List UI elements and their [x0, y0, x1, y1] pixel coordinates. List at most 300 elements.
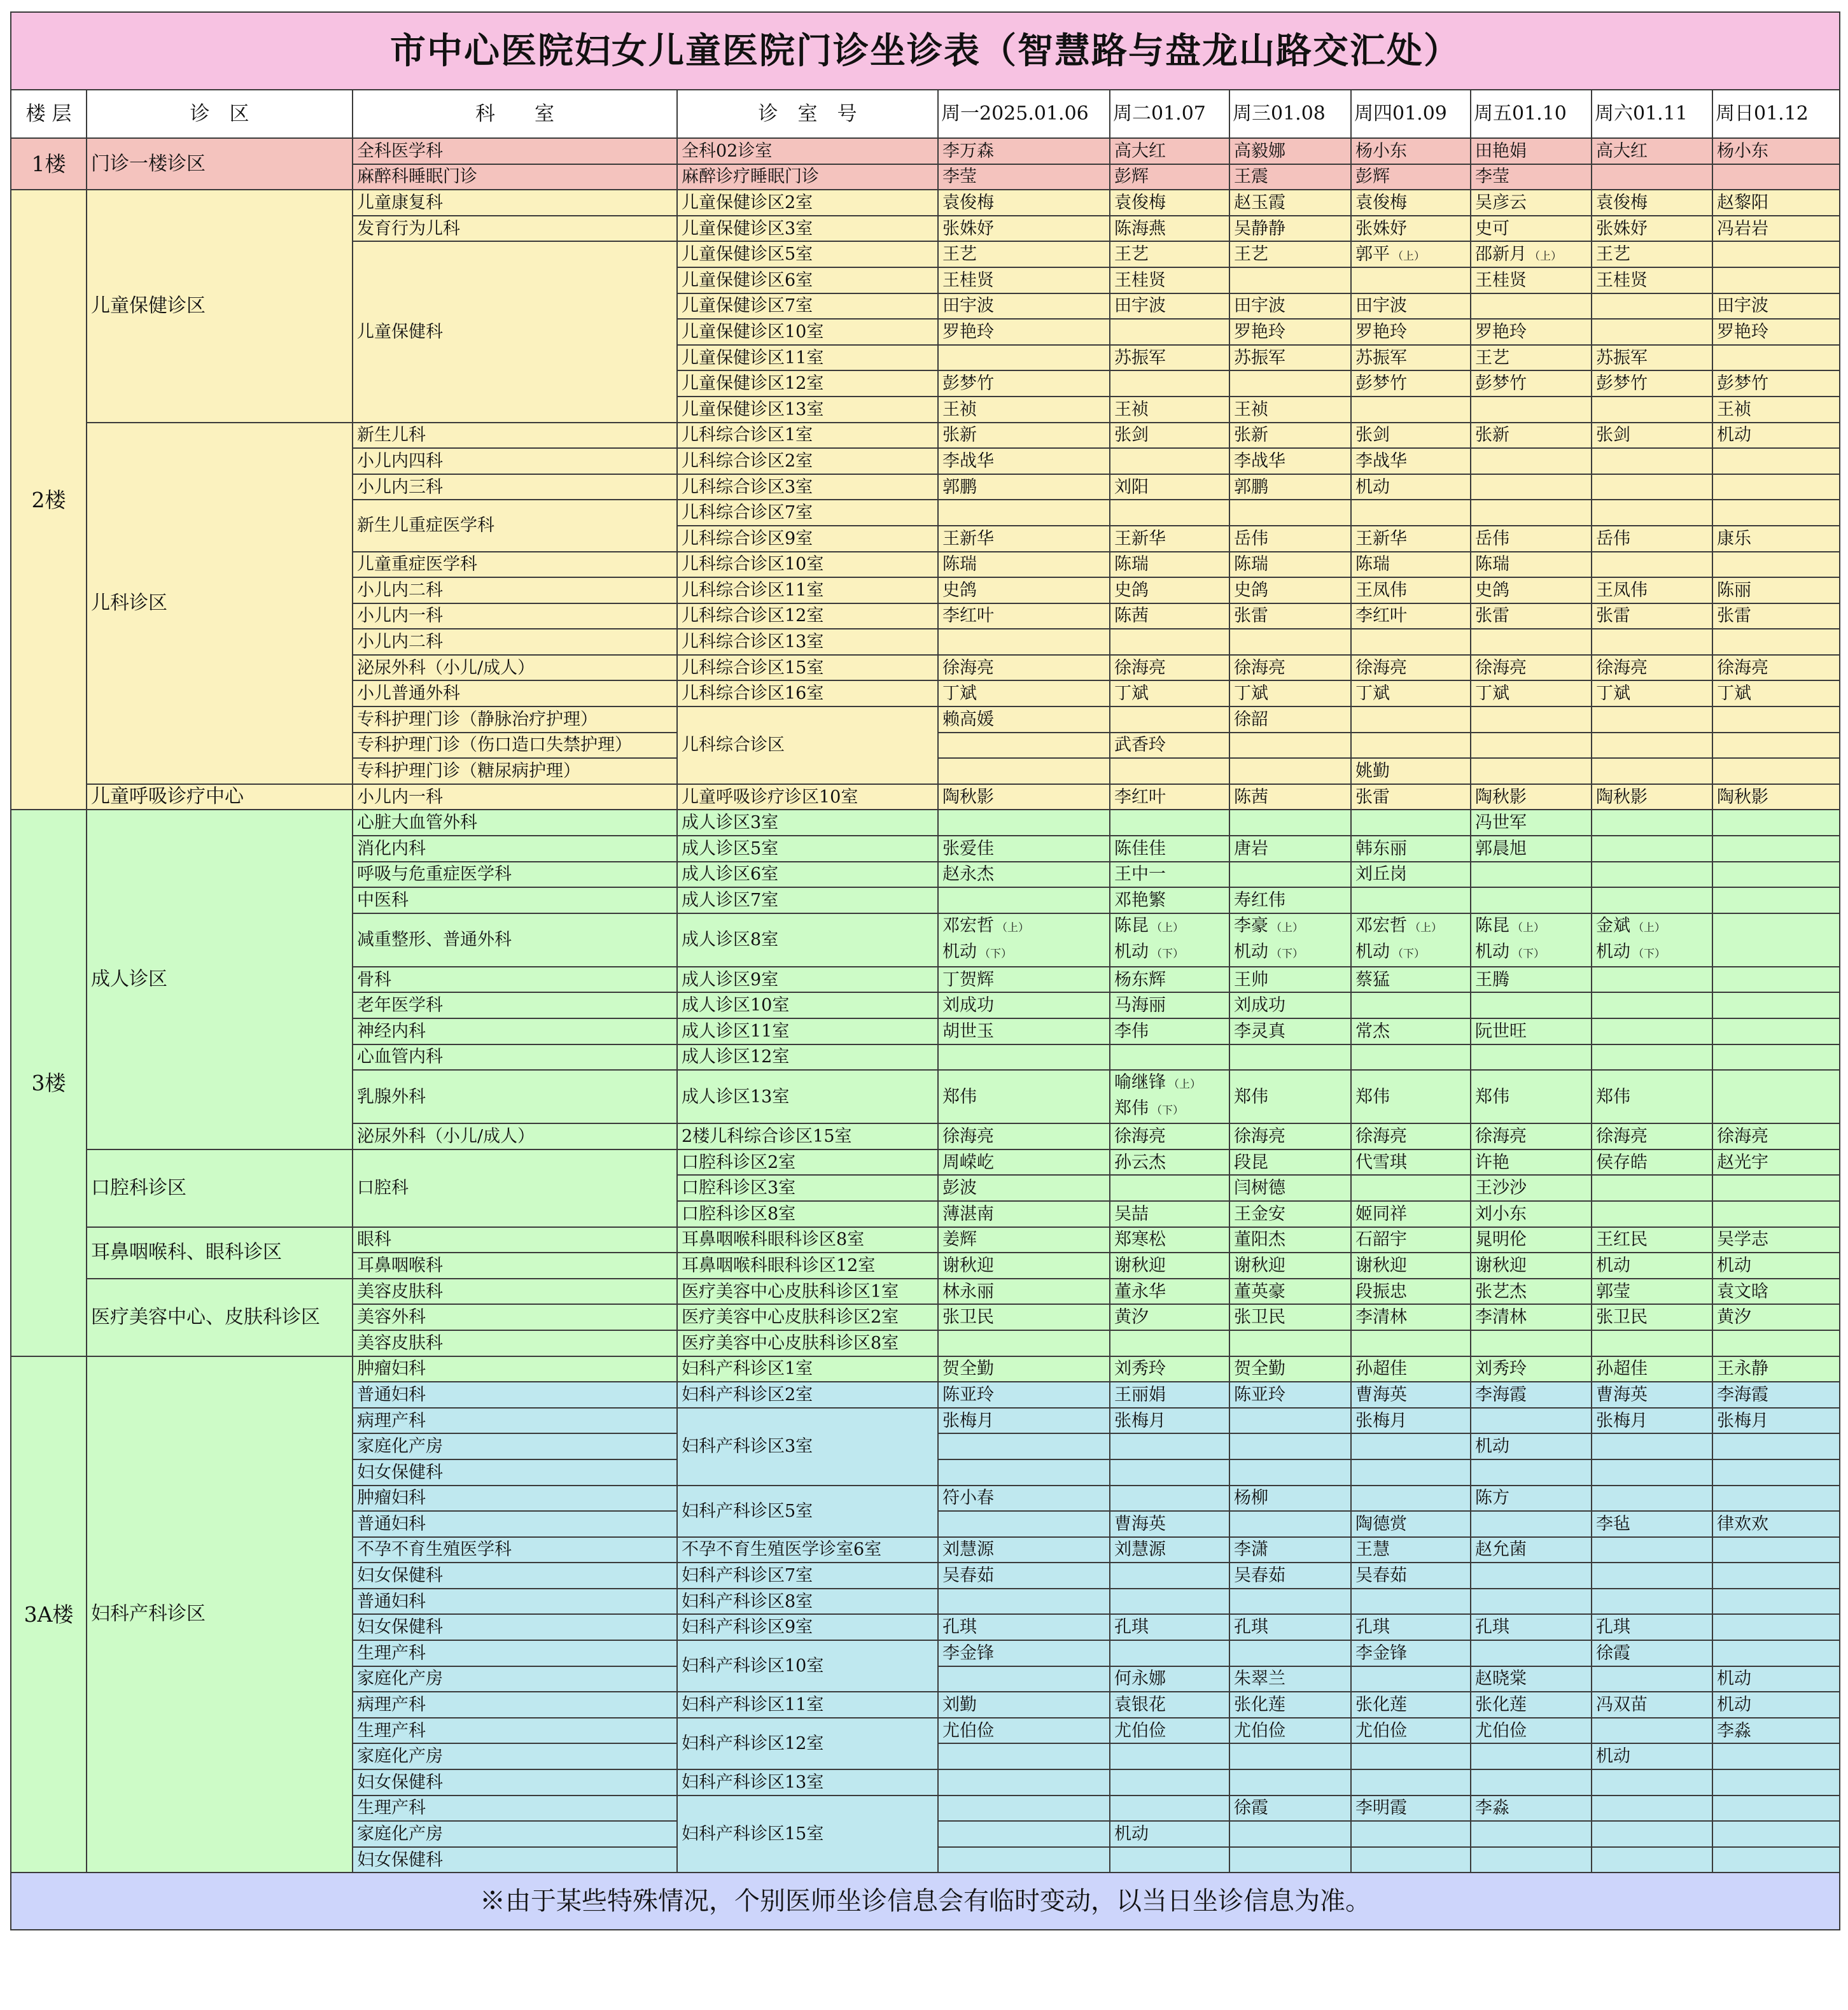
doctor-cell: 王艺	[1592, 241, 1712, 267]
room-name: 成人诊区8室	[677, 913, 938, 967]
doctor-cell: 薄湛南	[938, 1201, 1110, 1227]
schedule-row	[11, 784, 1840, 810]
doctor-cell	[1110, 1070, 1229, 1123]
doctor-cell: 张新	[938, 423, 1110, 449]
doctor-cell	[1471, 887, 1592, 913]
doctor-cell	[1592, 967, 1712, 993]
doctor-cell: 王中一	[1110, 862, 1229, 888]
doctor-cell	[1471, 733, 1592, 759]
morning-mark: （上）	[1512, 921, 1544, 934]
doctor-cell	[1712, 887, 1840, 913]
doctor-cell: 律欢欢	[1712, 1511, 1840, 1537]
doctor-cell	[938, 733, 1110, 759]
room-name: 儿科综合诊区1室	[677, 423, 938, 449]
afternoon-mark: （下）	[1512, 947, 1544, 960]
doctor-cell	[1351, 1589, 1471, 1615]
doctor-name: 陈昆 （上）	[1114, 915, 1184, 936]
doctor-cell	[1592, 1563, 1712, 1589]
doctor-cell	[1592, 448, 1712, 474]
doctor-cell: 杨小东	[1712, 138, 1840, 164]
doctor-cell	[1592, 1589, 1712, 1615]
doctor-cell: 孙云杰	[1110, 1149, 1229, 1176]
doctor-cell	[1712, 706, 1840, 733]
department-name: 小儿普通外科	[353, 680, 677, 706]
doctor-cell	[938, 1044, 1110, 1071]
room-name: 儿科综合诊区10室	[677, 552, 938, 578]
doctor-cell: 王丽娟	[1110, 1382, 1229, 1408]
doctor-cell: 孔琪	[938, 1614, 1110, 1640]
doctor-cell: 尤伯俭	[1229, 1718, 1351, 1744]
doctor-name: 机动 （下）	[1475, 941, 1544, 962]
doctor-cell: 徐海亮	[1110, 655, 1229, 681]
doctor-cell: 张梅月	[938, 1408, 1110, 1434]
doctor-cell	[1592, 1459, 1712, 1486]
doctor-cell: 吴春茹	[1229, 1563, 1351, 1589]
doctor-cell	[1110, 500, 1229, 526]
doctor-cell	[1592, 1486, 1712, 1512]
doctor-cell	[1229, 1433, 1351, 1459]
room-name: 儿童保健诊区6室	[677, 267, 938, 293]
doctor-cell	[1592, 1537, 1712, 1563]
doctor-cell	[1471, 1589, 1592, 1615]
doctor-cell	[1712, 448, 1840, 474]
doctor-cell: 王桂贤	[1592, 267, 1712, 293]
doctor-cell: 岳伟	[1592, 526, 1712, 552]
header-day-wed: 周三01.08	[1229, 90, 1351, 138]
doctor-cell	[1592, 733, 1712, 759]
doctor-cell	[938, 1847, 1110, 1873]
doctor-cell: 王艺	[1110, 241, 1229, 267]
doctor-cell	[1471, 1743, 1592, 1769]
afternoon-mark: （下）	[1151, 1104, 1184, 1118]
doctor-cell	[1592, 164, 1712, 190]
doctor-cell: 陶秋影	[1471, 784, 1592, 810]
doctor-cell: 刘阳	[1110, 474, 1229, 500]
header-floor: 楼 层	[11, 90, 87, 138]
header-day-fri: 周五01.10	[1471, 90, 1592, 138]
doctor-cell	[1712, 1589, 1840, 1615]
doctor-cell	[1712, 1769, 1840, 1796]
doctor-cell: 郭莹	[1592, 1279, 1712, 1305]
doctor-cell: 侯存皓	[1592, 1149, 1712, 1176]
doctor-cell: 赵黎阳	[1712, 190, 1840, 216]
doctor-cell: 赵光宇	[1712, 1149, 1840, 1176]
doctor-cell	[938, 1459, 1110, 1486]
doctor-cell	[1110, 1486, 1229, 1512]
doctor-cell: 陈茜	[1110, 603, 1229, 629]
doctor-cell	[1110, 1589, 1229, 1615]
doctor-cell: 罗艳玲	[1229, 319, 1351, 345]
doctor-cell: 李战华	[938, 448, 1110, 474]
doctor-cell	[1592, 992, 1712, 1018]
doctor-cell	[1110, 1743, 1229, 1769]
doctor-cell: 刘丘岗	[1351, 862, 1471, 888]
doctor-cell	[1471, 448, 1592, 474]
doctor-name: 机动 （下）	[1596, 941, 1665, 962]
doctor-cell	[1471, 1821, 1592, 1847]
doctor-cell: 张爱佳	[938, 836, 1110, 862]
doctor-cell: 张剑	[1592, 423, 1712, 449]
room-name: 耳鼻咽喉科眼科诊区12室	[677, 1253, 938, 1279]
doctor-cell	[1110, 1175, 1229, 1201]
doctor-cell: 刘成功	[1229, 992, 1351, 1018]
doctor-cell: 徐海亮	[1229, 1123, 1351, 1149]
doctor-cell: 李灵真	[1229, 1018, 1351, 1044]
doctor-cell: 吴春茹	[938, 1563, 1110, 1589]
doctor-cell: 张卫民	[1229, 1304, 1351, 1330]
doctor-cell	[1712, 1614, 1840, 1640]
floor-label: 3楼	[11, 810, 87, 1356]
doctor-cell	[1351, 1175, 1471, 1201]
room-name: 耳鼻咽喉科眼科诊区8室	[677, 1227, 938, 1253]
doctor-cell: 韩东丽	[1351, 836, 1471, 862]
zone-label: 儿童呼吸诊疗中心	[87, 784, 353, 810]
doctor-cell: 张雷	[1229, 603, 1351, 629]
doctor-cell: 吴学志	[1712, 1227, 1840, 1253]
doctor-cell: 唐岩	[1229, 836, 1351, 862]
doctor-cell: 许艳	[1471, 1149, 1592, 1176]
doctor-cell	[1351, 1330, 1471, 1356]
morning-mark: （上）	[1633, 921, 1665, 934]
doctor-cell: 赵永杰	[938, 862, 1110, 888]
department-name: 小儿内四科	[353, 448, 677, 474]
department-name: 口腔科	[353, 1149, 677, 1227]
doctor-cell: 陈亚玲	[938, 1382, 1110, 1408]
doctor-cell: 徐海亮	[1592, 655, 1712, 681]
doctor-cell: 孔琪	[1471, 1614, 1592, 1640]
department-name: 乳腺外科	[353, 1070, 677, 1123]
doctor-cell: 陈瑞	[1351, 552, 1471, 578]
doctor-name: 邓宏哲 （上）	[942, 915, 1029, 936]
doctor-cell: 王桂贤	[1110, 267, 1229, 293]
doctor-cell: 张剑	[1351, 423, 1471, 449]
doctor-cell	[1229, 1589, 1351, 1615]
zone-label: 妇科产科诊区	[87, 1356, 353, 1873]
header-row	[11, 90, 1840, 138]
doctor-cell: 张雷	[1471, 603, 1592, 629]
doctor-cell: 史鸽	[938, 577, 1110, 603]
doctor-cell: 李淼	[1471, 1796, 1592, 1822]
doctor-cell	[1712, 1821, 1840, 1847]
doctor-cell: 林永丽	[938, 1279, 1110, 1305]
room-name: 医疗美容中心皮肤科诊区8室	[677, 1330, 938, 1356]
doctor-cell: 陶秋影	[1712, 784, 1840, 810]
doctor-cell: 罗艳玲	[1351, 319, 1471, 345]
doctor-cell: 王腾	[1471, 967, 1592, 993]
doctor-cell	[1471, 500, 1592, 526]
doctor-cell: 孔琪	[1110, 1614, 1229, 1640]
doctor-cell	[1351, 629, 1471, 655]
doctor-cell	[1351, 1666, 1471, 1692]
doctor-cell: 徐海亮	[1110, 1123, 1229, 1149]
department-name: 妇女保健科	[353, 1563, 677, 1589]
doctor-cell: 袁俊梅	[1592, 190, 1712, 216]
zone-label: 儿科诊区	[87, 423, 353, 784]
doctor-cell	[1712, 1201, 1840, 1227]
morning-mark: （上）	[1271, 921, 1303, 934]
schedule-row	[11, 810, 1840, 836]
doctor-cell: 吴春茹	[1351, 1563, 1471, 1589]
doctor-cell	[1712, 967, 1840, 993]
department-name: 眼科	[353, 1227, 677, 1253]
room-name: 成人诊区11室	[677, 1018, 938, 1044]
doctor-cell: 张雷	[1592, 603, 1712, 629]
doctor-cell	[1471, 1330, 1592, 1356]
doctor-cell: 闫树德	[1229, 1175, 1351, 1201]
doctor-cell	[1351, 913, 1471, 967]
header-day-tue: 周二01.07	[1110, 90, 1229, 138]
doctor-cell: 机动	[1471, 1433, 1592, 1459]
department-name: 普通妇科	[353, 1589, 677, 1615]
doctor-cell: 郑伟	[1592, 1070, 1712, 1123]
department-name: 儿童保健科	[353, 241, 677, 422]
doctor-cell: 曹海英	[1592, 1382, 1712, 1408]
department-name: 肿瘤妇科	[353, 1486, 677, 1512]
doctor-cell	[1471, 1847, 1592, 1873]
doctor-cell: 孔琪	[1229, 1614, 1351, 1640]
doctor-cell: 寿红伟	[1229, 887, 1351, 913]
schedule-row	[11, 1356, 1840, 1382]
doctor-cell: 王新华	[1110, 526, 1229, 552]
department-name: 生理产科	[353, 1640, 677, 1666]
department-name: 泌尿外科（小儿/成人）	[353, 1123, 677, 1149]
doctor-cell	[938, 629, 1110, 655]
doctor-cell	[1110, 1796, 1229, 1822]
doctor-cell: 徐海亮	[938, 655, 1110, 681]
room-name: 妇科产科诊区2室	[677, 1382, 938, 1408]
doctor-cell: 杨小东	[1351, 138, 1471, 164]
doctor-cell: 孙超佳	[1351, 1356, 1471, 1382]
header-zone: 诊 区	[87, 90, 353, 138]
doctor-cell: 李毡	[1592, 1511, 1712, 1537]
department-name: 心血管内科	[353, 1044, 677, 1071]
doctor-cell: 王震	[1229, 164, 1351, 190]
doctor-cell: 李伟	[1110, 1018, 1229, 1044]
room-name: 口腔科诊区3室	[677, 1175, 938, 1201]
doctor-cell: 徐韶	[1229, 706, 1351, 733]
doctor-cell: 徐海亮	[1351, 655, 1471, 681]
department-name: 妇女保健科	[353, 1769, 677, 1796]
floor-label: 2楼	[11, 190, 87, 810]
doctor-cell	[1229, 370, 1351, 397]
floor-label: 1楼	[11, 138, 87, 190]
department-name: 美容皮肤科	[353, 1279, 677, 1305]
doctor-cell: 张新	[1229, 423, 1351, 449]
morning-mark: （上）	[1151, 921, 1184, 934]
department-name: 妇女保健科	[353, 1459, 677, 1486]
doctor-cell: 王艺	[1229, 241, 1351, 267]
doctor-cell	[1229, 1769, 1351, 1796]
room-name: 口腔科诊区8室	[677, 1201, 938, 1227]
doctor-cell: 张剑	[1110, 423, 1229, 449]
doctor-cell: 彭梦竹	[1712, 370, 1840, 397]
department-name: 全科医学科	[353, 138, 677, 164]
doctor-cell: 刘慧源	[1110, 1537, 1229, 1563]
doctor-cell: 李金锋	[1351, 1640, 1471, 1666]
doctor-cell: 周嵘屹	[938, 1149, 1110, 1176]
doctor-cell	[1712, 1563, 1840, 1589]
doctor-cell	[1712, 552, 1840, 578]
doctor-cell: 赵允菌	[1471, 1537, 1592, 1563]
room-name: 成人诊区3室	[677, 810, 938, 836]
doctor-cell	[1592, 552, 1712, 578]
doctor-cell: 郑寒松	[1110, 1227, 1229, 1253]
afternoon-mark: （下）	[1392, 947, 1425, 960]
doctor-cell	[1229, 1330, 1351, 1356]
doctor-cell: 王祯	[1712, 397, 1840, 423]
doctor-cell: 郭鹏	[1229, 474, 1351, 500]
doctor-cell: 彭梦竹	[1471, 370, 1592, 397]
room-name: 儿科综合诊区13室	[677, 629, 938, 655]
department-name: 小儿内一科	[353, 784, 677, 810]
doctor-cell: 史鸽	[1229, 577, 1351, 603]
doctor-cell: 冯岩岩	[1712, 216, 1840, 242]
doctor-cell	[1712, 810, 1840, 836]
doctor-name: 机动 （下）	[942, 941, 1012, 962]
department-name: 麻醉科睡眠门诊	[353, 164, 677, 190]
doctor-name: 机动 （下）	[1355, 941, 1425, 962]
doctor-cell	[1592, 1018, 1712, 1044]
department-name: 呼吸与危重症医学科	[353, 862, 677, 888]
doctor-cell	[1110, 319, 1229, 345]
department-name: 美容外科	[353, 1304, 677, 1330]
doctor-cell: 王艺	[938, 241, 1110, 267]
doctor-cell: 郭鹏	[938, 474, 1110, 500]
doctor-cell	[1712, 345, 1840, 371]
doctor-cell	[1712, 758, 1840, 784]
doctor-cell	[1592, 293, 1712, 320]
doctor-cell	[1712, 992, 1840, 1018]
doctor-cell	[1592, 1847, 1712, 1873]
room-name: 妇科产科诊区1室	[677, 1356, 938, 1382]
room-name: 妇科产科诊区5室	[677, 1486, 938, 1537]
doctor-cell: 马海丽	[1110, 992, 1229, 1018]
doctor-cell: 苏振军	[1110, 345, 1229, 371]
doctor-cell: 彭梦竹	[1351, 370, 1471, 397]
doctor-cell: 徐海亮	[1712, 655, 1840, 681]
department-name: 美容皮肤科	[353, 1330, 677, 1356]
doctor-cell: 徐霞	[1592, 1640, 1712, 1666]
department-name: 妇女保健科	[353, 1614, 677, 1640]
doctor-cell: 吴彦云	[1471, 190, 1592, 216]
doctor-cell: 陈丽	[1712, 577, 1840, 603]
doctor-cell	[1712, 500, 1840, 526]
doctor-cell	[938, 500, 1110, 526]
doctor-cell: 陶德赏	[1351, 1511, 1471, 1537]
doctor-cell: 郑伟	[1229, 1070, 1351, 1123]
morning-mark: （上）	[1410, 921, 1442, 934]
doctor-cell: 田宇波	[1229, 293, 1351, 320]
doctor-cell: 陈茜	[1229, 784, 1351, 810]
doctor-cell: 罗艳玲	[938, 319, 1110, 345]
doctor-cell	[1110, 1330, 1229, 1356]
doctor-cell: 谢秋迎	[938, 1253, 1110, 1279]
department-name: 耳鼻咽喉科	[353, 1253, 677, 1279]
doctor-cell: 刘秀玲	[1110, 1356, 1229, 1382]
doctor-cell: 石韶宇	[1351, 1227, 1471, 1253]
department-name: 心脏大血管外科	[353, 810, 677, 836]
doctor-cell: 刘小东	[1471, 1201, 1592, 1227]
department-name: 神经内科	[353, 1018, 677, 1044]
doctor-name: 郑伟 （下）	[1114, 1099, 1184, 1119]
doctor-cell: 徐海亮	[1712, 1123, 1840, 1149]
doctor-cell	[1351, 1486, 1471, 1512]
doctor-cell: 谢秋迎	[1229, 1253, 1351, 1279]
doctor-cell	[1712, 1018, 1840, 1044]
doctor-cell	[1110, 448, 1229, 474]
header-day-mon: 周一2025.01.06	[938, 90, 1110, 138]
doctor-cell	[1712, 1175, 1840, 1201]
schedule-sheet	[10, 11, 1839, 1930]
doctor-cell	[1110, 629, 1229, 655]
doctor-cell	[1229, 758, 1351, 784]
doctor-cell: 董永华	[1110, 1279, 1229, 1305]
doctor-cell: 郑伟	[1351, 1070, 1471, 1123]
department-name: 新生儿科	[353, 423, 677, 449]
doctor-cell	[938, 1433, 1110, 1459]
doctor-cell: 徐海亮	[938, 1123, 1110, 1149]
doctor-cell	[1229, 1511, 1351, 1537]
doctor-cell	[938, 1330, 1110, 1356]
doctor-cell: 史鸽	[1110, 577, 1229, 603]
doctor-name: 邵新月 （上）	[1475, 244, 1562, 265]
doctor-cell: 机动	[1592, 1743, 1712, 1769]
doctor-cell	[1229, 1459, 1351, 1486]
doctor-cell	[1351, 500, 1471, 526]
department-name: 不孕不育生殖医学科	[353, 1537, 677, 1563]
doctor-cell	[1471, 1563, 1592, 1589]
doctor-cell: 贺全勤	[938, 1356, 1110, 1382]
doctor-cell	[1592, 1718, 1712, 1744]
doctor-cell: 李红叶	[1351, 603, 1471, 629]
department-name: 普通妇科	[353, 1382, 677, 1408]
doctor-cell	[938, 1743, 1110, 1769]
room-name: 儿科综合诊区	[677, 706, 938, 784]
department-name: 小儿内一科	[353, 603, 677, 629]
department-name: 老年医学科	[353, 992, 677, 1018]
morning-mark: （上）	[1392, 250, 1425, 264]
doctor-cell	[938, 1511, 1110, 1537]
doctor-cell: 机动	[1712, 423, 1840, 449]
department-name: 生理产科	[353, 1796, 677, 1822]
zone-label: 耳鼻咽喉科、眼科诊区	[87, 1227, 353, 1279]
doctor-cell: 董阳杰	[1229, 1227, 1351, 1253]
doctor-cell: 张艺杰	[1471, 1279, 1592, 1305]
room-name: 儿科综合诊区16室	[677, 680, 938, 706]
header-day-sat: 周六01.11	[1592, 90, 1712, 138]
doctor-cell	[1592, 474, 1712, 500]
doctor-cell	[1712, 164, 1840, 190]
doctor-cell	[1592, 1330, 1712, 1356]
doctor-cell	[1712, 1847, 1840, 1873]
department-name: 减重整形、普通外科	[353, 913, 677, 967]
doctor-cell: 胡世玉	[938, 1018, 1110, 1044]
room-name: 儿童保健诊区10室	[677, 319, 938, 345]
header-room: 诊 室 号	[677, 90, 938, 138]
doctor-cell: 尤伯俭	[1110, 1718, 1229, 1744]
doctor-cell	[1229, 629, 1351, 655]
doctor-cell: 丁斌	[1471, 680, 1592, 706]
room-name: 儿童保健诊区2室	[677, 190, 938, 216]
doctor-cell	[1471, 913, 1592, 967]
doctor-cell: 黄汐	[1110, 1304, 1229, 1330]
doctor-cell	[1712, 1070, 1840, 1123]
doctor-cell: 王帅	[1229, 967, 1351, 993]
doctor-cell	[1592, 810, 1712, 836]
department-name: 家庭化产房	[353, 1821, 677, 1847]
room-name: 妇科产科诊区3室	[677, 1408, 938, 1486]
doctor-cell: 李明霞	[1351, 1796, 1471, 1822]
